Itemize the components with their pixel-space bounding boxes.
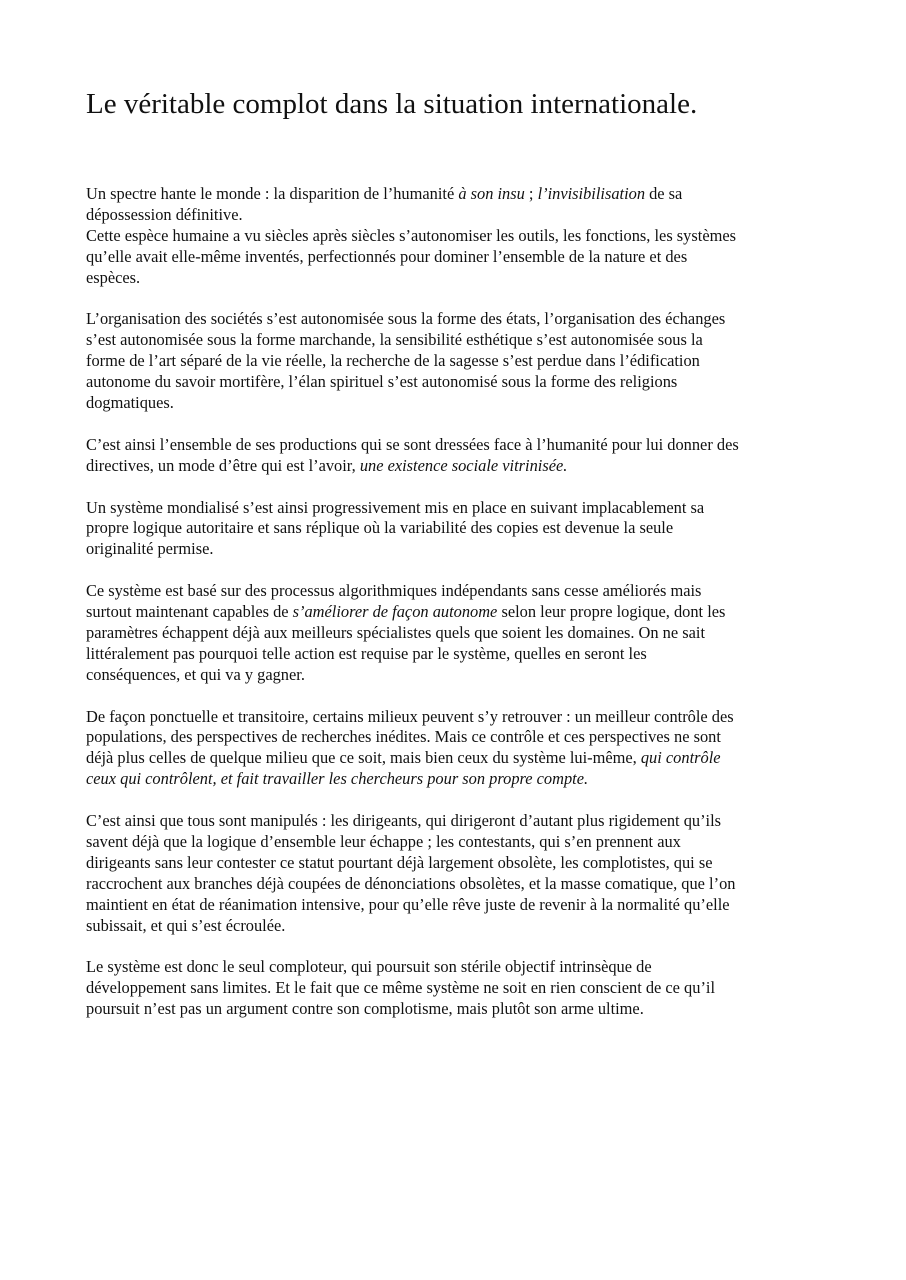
text-line: directives, un mode d’être qui est l’avoir, une existence sociale vitrinisée. bbox=[86, 455, 568, 475]
text-line: savent déjà que la logique d’ensemble leur échappe ; les contestants, qui s’en prennent aux bbox=[86, 832, 681, 851]
paragraph bbox=[86, 811, 826, 936]
italic-text: l’invisibilisation bbox=[537, 184, 646, 203]
text-line: populations, des perspectives de recherches inédites. Mais ce contrôle et ces perspectives ne sont bbox=[86, 727, 721, 747]
text-line: C’est ainsi l’ensemble de ses productions qui se sont dressées face à l’humanité pour lui donner des bbox=[86, 434, 739, 454]
paragraph bbox=[86, 581, 826, 686]
text-line: Un système mondialisé s’est ainsi progressivement mis en place en suivant implacablement sa bbox=[86, 497, 705, 517]
text-line: dirigeants sans leur contester ce statut pourtant déjà largement obsolète, les complotistes, qui se bbox=[86, 852, 713, 872]
text-line: dépossession définitive. bbox=[86, 204, 243, 224]
text-line: dogmatiques. bbox=[86, 393, 174, 413]
paragraph bbox=[86, 309, 826, 414]
italic-text: une existence sociale vitrinisée. bbox=[359, 455, 568, 475]
text-line: maintient en état de réanimation intensive, pour qu’elle rêve juste de revenir à la normalité qu’elle bbox=[86, 894, 730, 914]
text-line: propre logique autoritaire et sans réplique où la variabilité des copies est devenue la seule bbox=[86, 518, 674, 538]
text-line: Un spectre hante le monde : la disparition de l’humanité à son insu ; l’invisibilisation de sa bbox=[86, 184, 683, 203]
paragraph bbox=[86, 957, 826, 1020]
text-line: C’est ainsi que tous sont manipulés : les dirigeants, qui dirigeront d’autant plus rigidement qu’ils bbox=[86, 811, 722, 831]
text-line: De façon ponctuelle et transitoire, certains milieux peuvent s’y retrouver : un meilleur contrôle des bbox=[86, 706, 734, 726]
italic-text: ceux qui contrôlent, et fait travailler les chercheurs pour son propre compte. bbox=[86, 769, 589, 789]
text-line: Ce système est basé sur des processus algorithmiques indépendants sans cesse améliorés mais bbox=[86, 581, 702, 601]
italic-text: qui contrôle bbox=[640, 748, 721, 768]
text-line: espèces. bbox=[86, 267, 141, 287]
text-line: forme de l’art séparé de la vie réelle, la recherche de la sagesse s’est perdue dans l’édification bbox=[86, 351, 700, 371]
text-line: déjà plus celles de quelque milieu que ce soit, mais bien ceux du système lui-même, qui contrôle bbox=[86, 748, 721, 768]
text-line: autonome du savoir mortifère, l’élan spirituel s’est autonomisé sous la forme des religions bbox=[86, 372, 678, 392]
text-line: développement sans limites. Et le fait que ce même système ne soit en rien conscient de ce qu’il bbox=[86, 978, 716, 998]
paragraph bbox=[86, 707, 826, 791]
text-line bbox=[86, 769, 826, 790]
text-line: poursuit n’est pas un argument contre son complotisme, mais plutôt son arme ultime. bbox=[86, 999, 644, 1019]
italic-text: à son insu bbox=[458, 184, 525, 203]
text-line: surtout maintenant capables de s’améliorer de façon autonome selon leur propre logique, dont les bbox=[86, 602, 726, 622]
text-line: subissait, et qui s’est écroulée. bbox=[86, 915, 286, 935]
text-line: qu’elle avait elle-même inventés, perfectionnés pour dominer l’ensemble de la nature et des bbox=[86, 246, 688, 266]
text-line: L’organisation des sociétés s’est autonomisée sous la forme des états, l’organisation des échanges bbox=[86, 309, 726, 329]
document-title: Le véritable complot dans la situation internationale. bbox=[86, 88, 698, 120]
text-line: raccrochent aux branches déjà coupées de dénonciations obsolètes, et la masse comatique, que l’on bbox=[86, 873, 736, 893]
paragraph bbox=[86, 435, 826, 477]
paragraph bbox=[86, 498, 826, 561]
text-line: littéralement pas pourquoi telle action est requise par le système, quelles en seront les bbox=[86, 643, 647, 663]
text-line: originalité permise. bbox=[86, 539, 214, 559]
text-line: Le système est donc le seul comploteur, qui poursuit son stérile objectif intrinsèque de bbox=[86, 957, 652, 977]
text-line: paramètres échappent déjà aux meilleurs spécialistes quels que soient les domaines. On ne sait bbox=[86, 622, 706, 642]
paragraph bbox=[86, 184, 826, 289]
text-line: s’est autonomisée sous la forme marchande, la sensibilité esthétique s’est autonomisée sous la bbox=[86, 330, 703, 350]
text-line: Cette espèce humaine a vu siècles après siècles s’autonomiser les outils, les fonctions, les systèmes bbox=[86, 225, 736, 245]
italic-text: s’améliorer de façon autonome bbox=[292, 602, 498, 622]
document-body bbox=[86, 184, 826, 1041]
text-line: conséquences, et qui va y gagner. bbox=[86, 664, 305, 684]
